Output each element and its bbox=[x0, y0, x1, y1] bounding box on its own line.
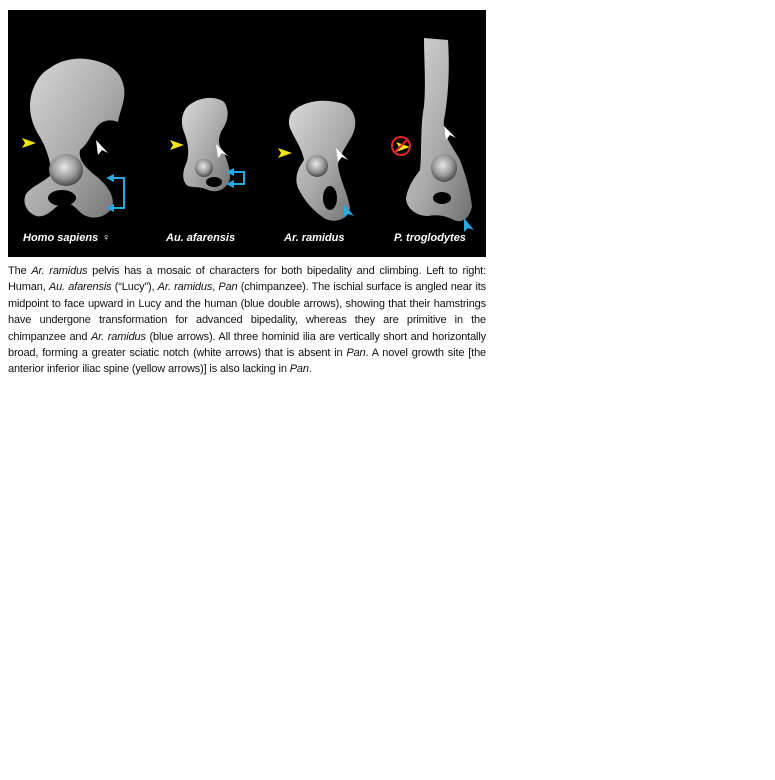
label-p-troglodytes: P. troglodytes bbox=[394, 232, 466, 244]
female-symbol-icon: ♀ bbox=[101, 232, 110, 244]
white-arrow-icon bbox=[96, 140, 108, 155]
yellow-arrow-icon bbox=[22, 138, 36, 148]
caption-text: , bbox=[212, 281, 219, 294]
caption-italic-term: Pan bbox=[218, 281, 238, 294]
pelvis-comparison-figure bbox=[8, 10, 486, 257]
caption-text: (blue arrows). All three hominid ilia are vertically short and horizontally broad, forming a greater sciatic notch (white arrows) that is absent in bbox=[8, 330, 486, 360]
label-au-afarensis: Au. afarensis bbox=[166, 232, 236, 244]
caption-text: pelvis has a mosaic of characters for both bipedality and climbing. Left to right: Human, bbox=[8, 265, 486, 294]
au-afarensis-pelvis bbox=[182, 98, 230, 191]
blue-arrow-icon bbox=[464, 218, 474, 232]
caption-italic-term: Ar. ramidus bbox=[90, 330, 146, 343]
caption-italic-term: Ar. ramidus bbox=[31, 265, 88, 277]
caption-text: The bbox=[8, 265, 32, 277]
figure-caption bbox=[8, 263, 486, 378]
yellow-arrow-icon bbox=[170, 140, 184, 150]
pelvis-illustration bbox=[8, 10, 486, 257]
absent-marker-icon bbox=[392, 137, 410, 155]
homo-sapiens-pelvis bbox=[24, 59, 124, 218]
caption-text: (chimpanzee). The ischial surface is angled near its midpoint to face upward in Lucy and the human (blue double arrows), showing that their hamstrings have undergone transformation for advanced bipedality, whereas they are primitive in the chimpanzee and bbox=[8, 281, 486, 343]
p-troglodytes-pelvis bbox=[406, 38, 472, 221]
caption-italic-term: Au. afarensis bbox=[48, 281, 112, 294]
caption-text: . A novel growth site [the anterior inferior iliac spine (yellow arrows)] is also lacking in bbox=[8, 347, 487, 376]
yellow-arrow-icon bbox=[278, 148, 292, 158]
caption-italic-term: Pan bbox=[289, 363, 309, 376]
caption-text: . bbox=[308, 363, 312, 376]
ar-ramidus-pelvis bbox=[289, 101, 355, 221]
label-homo-sapiens: Homo sapiens ♀ bbox=[23, 232, 110, 244]
caption-text: (“Lucy”), bbox=[111, 281, 158, 294]
caption-italic-term: Pan bbox=[346, 347, 366, 360]
label-ar-ramidus: Ar. ramidus bbox=[284, 232, 345, 244]
caption-italic-term: Ar. ramidus bbox=[157, 281, 213, 294]
white-arrow-icon bbox=[444, 126, 456, 140]
